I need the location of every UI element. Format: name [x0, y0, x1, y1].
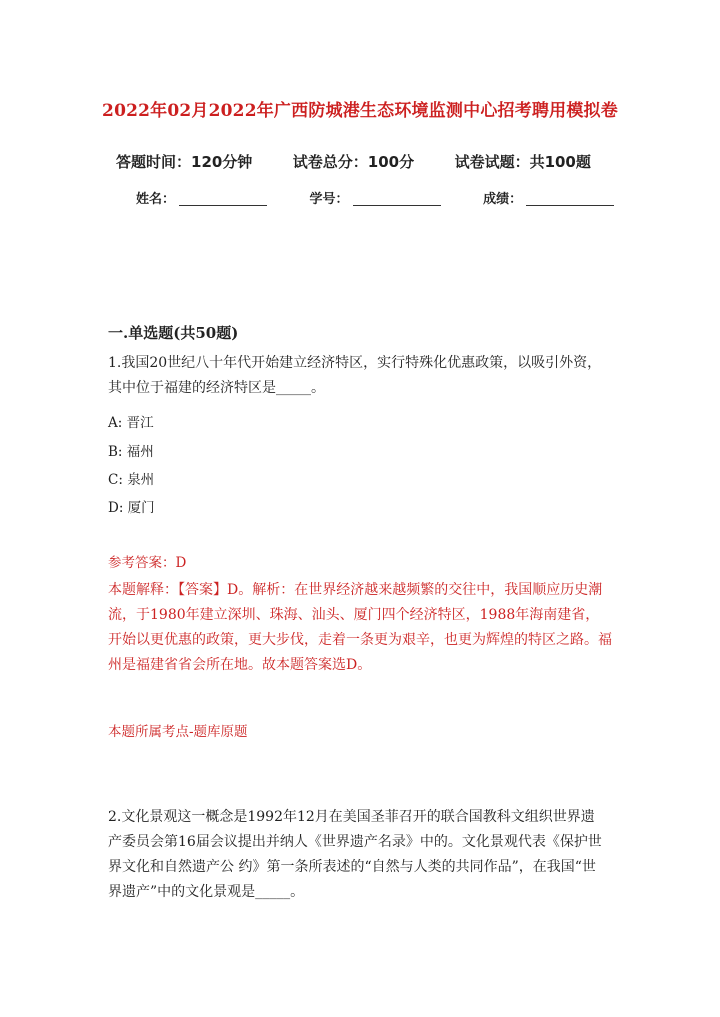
exam-question-count: 试卷试题：共100题	[454, 153, 591, 171]
question-1-option-a	[108, 411, 154, 431]
student-fill-row	[136, 188, 652, 207]
student-id-field	[310, 188, 441, 207]
question-1-answer: 参考答案：D	[108, 555, 187, 571]
student-id-label: 学号：	[309, 192, 349, 207]
name-label: 姓名：	[136, 192, 176, 207]
question-1-source: 本题所属考点-题库原题	[108, 724, 248, 740]
exam-title: 2022年02月2022年广西防城港生态环境监测中心招考聘用模拟卷	[102, 101, 618, 121]
question-1-explanation: 本题解释：【答案】D。解析：在世界经济越来越频繁的交往中，我国顺应历史潮流，于1980年建立深圳、珠海、汕头、厦门四个经济特区，1988年海南建省，开始以更优惠的政策，更大步伐，走着一条更为艰辛，也更为辉煌的特区之路。福州是福建省省会所在地。故本题答案选D。	[108, 582, 612, 673]
question-2-text: 2.文化景观这一概念是1992年12月在美国圣菲召开的联合国教科文组织世界遗产委员会第16届会议提出并纳人《世界遗产名录》中的。文化景观代表《保护世界文化和自然遗产公 约》第一条所表述的“自然与人类的共同作品”，在我国“世界遗产”中的文化景观是_____。	[108, 809, 602, 900]
name-field	[136, 188, 267, 207]
exam-time: 答题时间：120分钟	[116, 153, 253, 171]
question-1-option-b	[108, 440, 154, 460]
student-id-blank	[353, 193, 441, 206]
option-letter: D:	[108, 500, 124, 516]
exam-total-score: 试卷总分：100分	[292, 153, 415, 171]
section-heading: 一.单选题(共50题)	[108, 324, 239, 342]
option-text: 福州	[126, 444, 154, 460]
question-1-option-c	[108, 468, 154, 488]
option-letter: B:	[108, 444, 123, 460]
exam-info-row	[116, 151, 616, 172]
option-letter: C:	[108, 472, 123, 488]
question-1-option-d	[108, 496, 155, 516]
option-text: 晋江	[126, 415, 154, 431]
score-field	[483, 188, 614, 207]
option-letter: A:	[108, 415, 123, 431]
option-text: 泉州	[127, 472, 155, 488]
name-blank	[179, 193, 267, 206]
score-label: 成绩：	[483, 192, 523, 207]
option-text: 厦门	[127, 500, 155, 516]
question-1-text: 1.我国20世纪八十年代开始建立经济特区，实行特殊化优惠政策，以吸引外资，其中位于福建的经济特区是_____。	[108, 355, 602, 396]
score-blank	[526, 193, 614, 206]
